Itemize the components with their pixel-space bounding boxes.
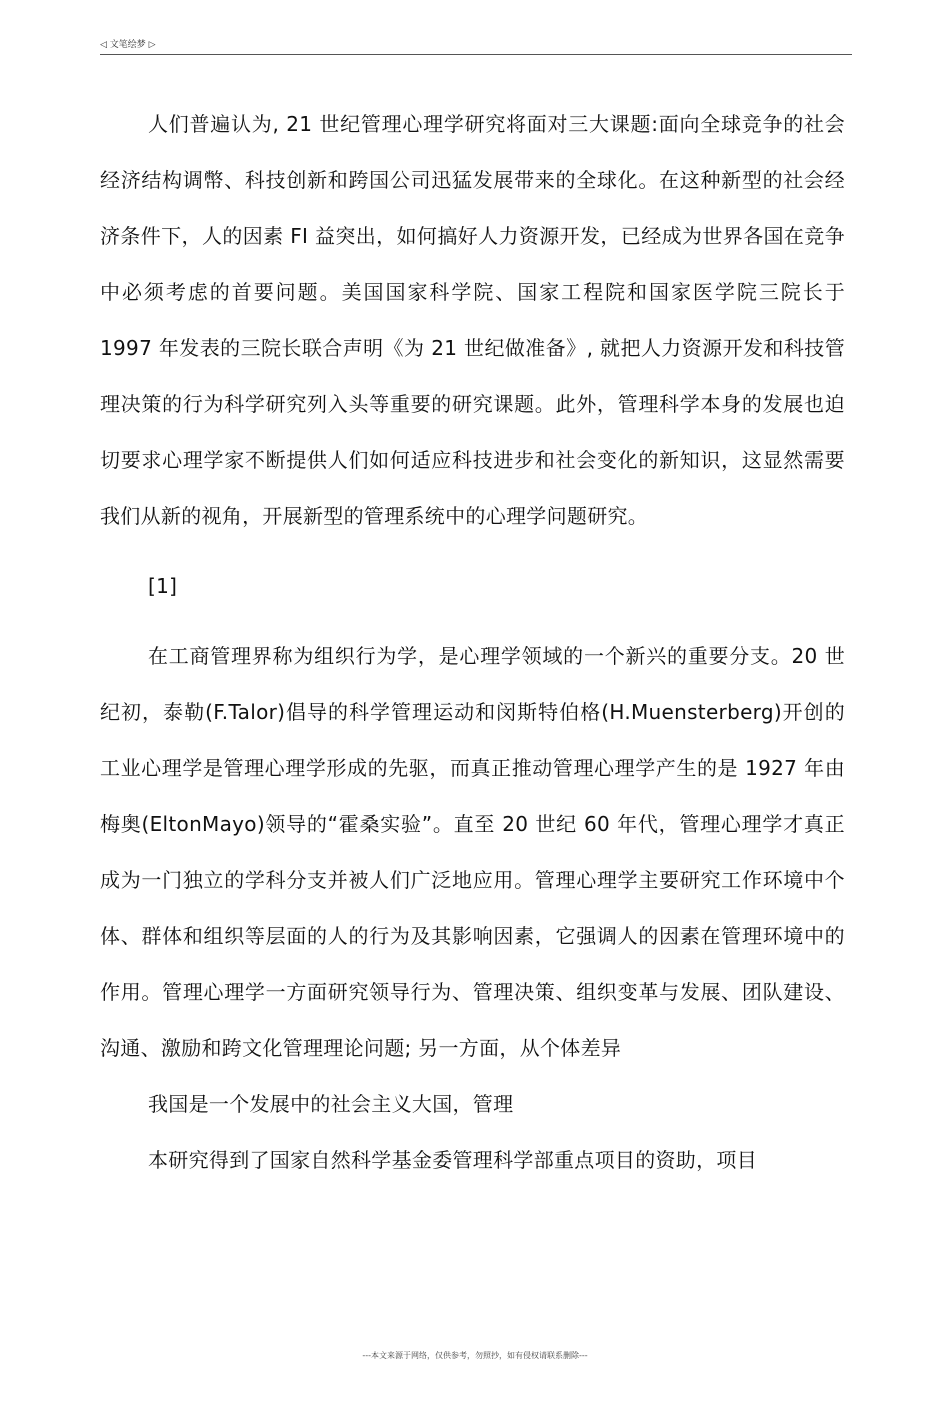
paragraph-intro: 人们普遍认为, 21 世纪管理心理学研究将面对三大课题:面向全球竞争的社会经济结构调幣、科技创新和跨国公司迅猛发展带来的全球化。在这种新型的社会经济条件下，人的因素 FI 益突出，如何搞好人力资源开发，已经成为世界各国在竞争中必须考虑的首要问题。美国国家科学院、国家工程院和国家医学院三院长于 1997 年发表的三院长联合声明《为 21 世纪做准备》, 就把人力资源开发和科技管理决策的行为科学研究列入头等重要的研究课题。此外，管理科学本身的发展也迫切要求心理学家不断提供人们如何适应科技进步和社会变化的新知识，这显然需要我们从新的视角，开展新型的管理系统中的心理学问题研究。 [100, 112, 845, 528]
document-body [100, 96, 845, 1188]
header-title: ◁ 文笔绘梦 ▷ [100, 40, 156, 50]
paragraph-china: 我国是一个发展中的社会主义大国，管理 [148, 1092, 514, 1116]
page-header [100, 38, 852, 55]
paragraph-funding: 本研究得到了国家自然科学基金委管理科学部重点项目的资助，项目 [148, 1148, 757, 1172]
page-footer: ---本文来源于网络，仅供参考，勿照抄，如有侵权请联系删除--- [362, 1351, 588, 1360]
citation-marker: [1] [148, 574, 178, 598]
paragraph-history: 在工商管理界称为组织行为学，是心理学领域的一个新兴的重要分支。20 世纪初，泰勒(F.Talor)倡导的科学管理运动和闵斯特伯格(H.Muensterberg)开创的工业心理学是管理心理学形成的先驱，而真正推动管理心理学产生的是 1927 年由梅奥(EltonMayo)领导的“霍桑实验”。直至 20 世纪 60 年代，管理心理学才真正成为一门独立的学科分支并被人们广泛地应用。管理心理学主要研究工作环境中个体、群体和组织等层面的人的行为及其影响因素，它强调人的因素在管理环境中的作用。管理心理学一方面研究领导行为、管理决策、组织变革与发展、团队建设、沟通、激励和跨文化管理理论问题; 另一方面，从个体差异 [100, 644, 845, 1060]
